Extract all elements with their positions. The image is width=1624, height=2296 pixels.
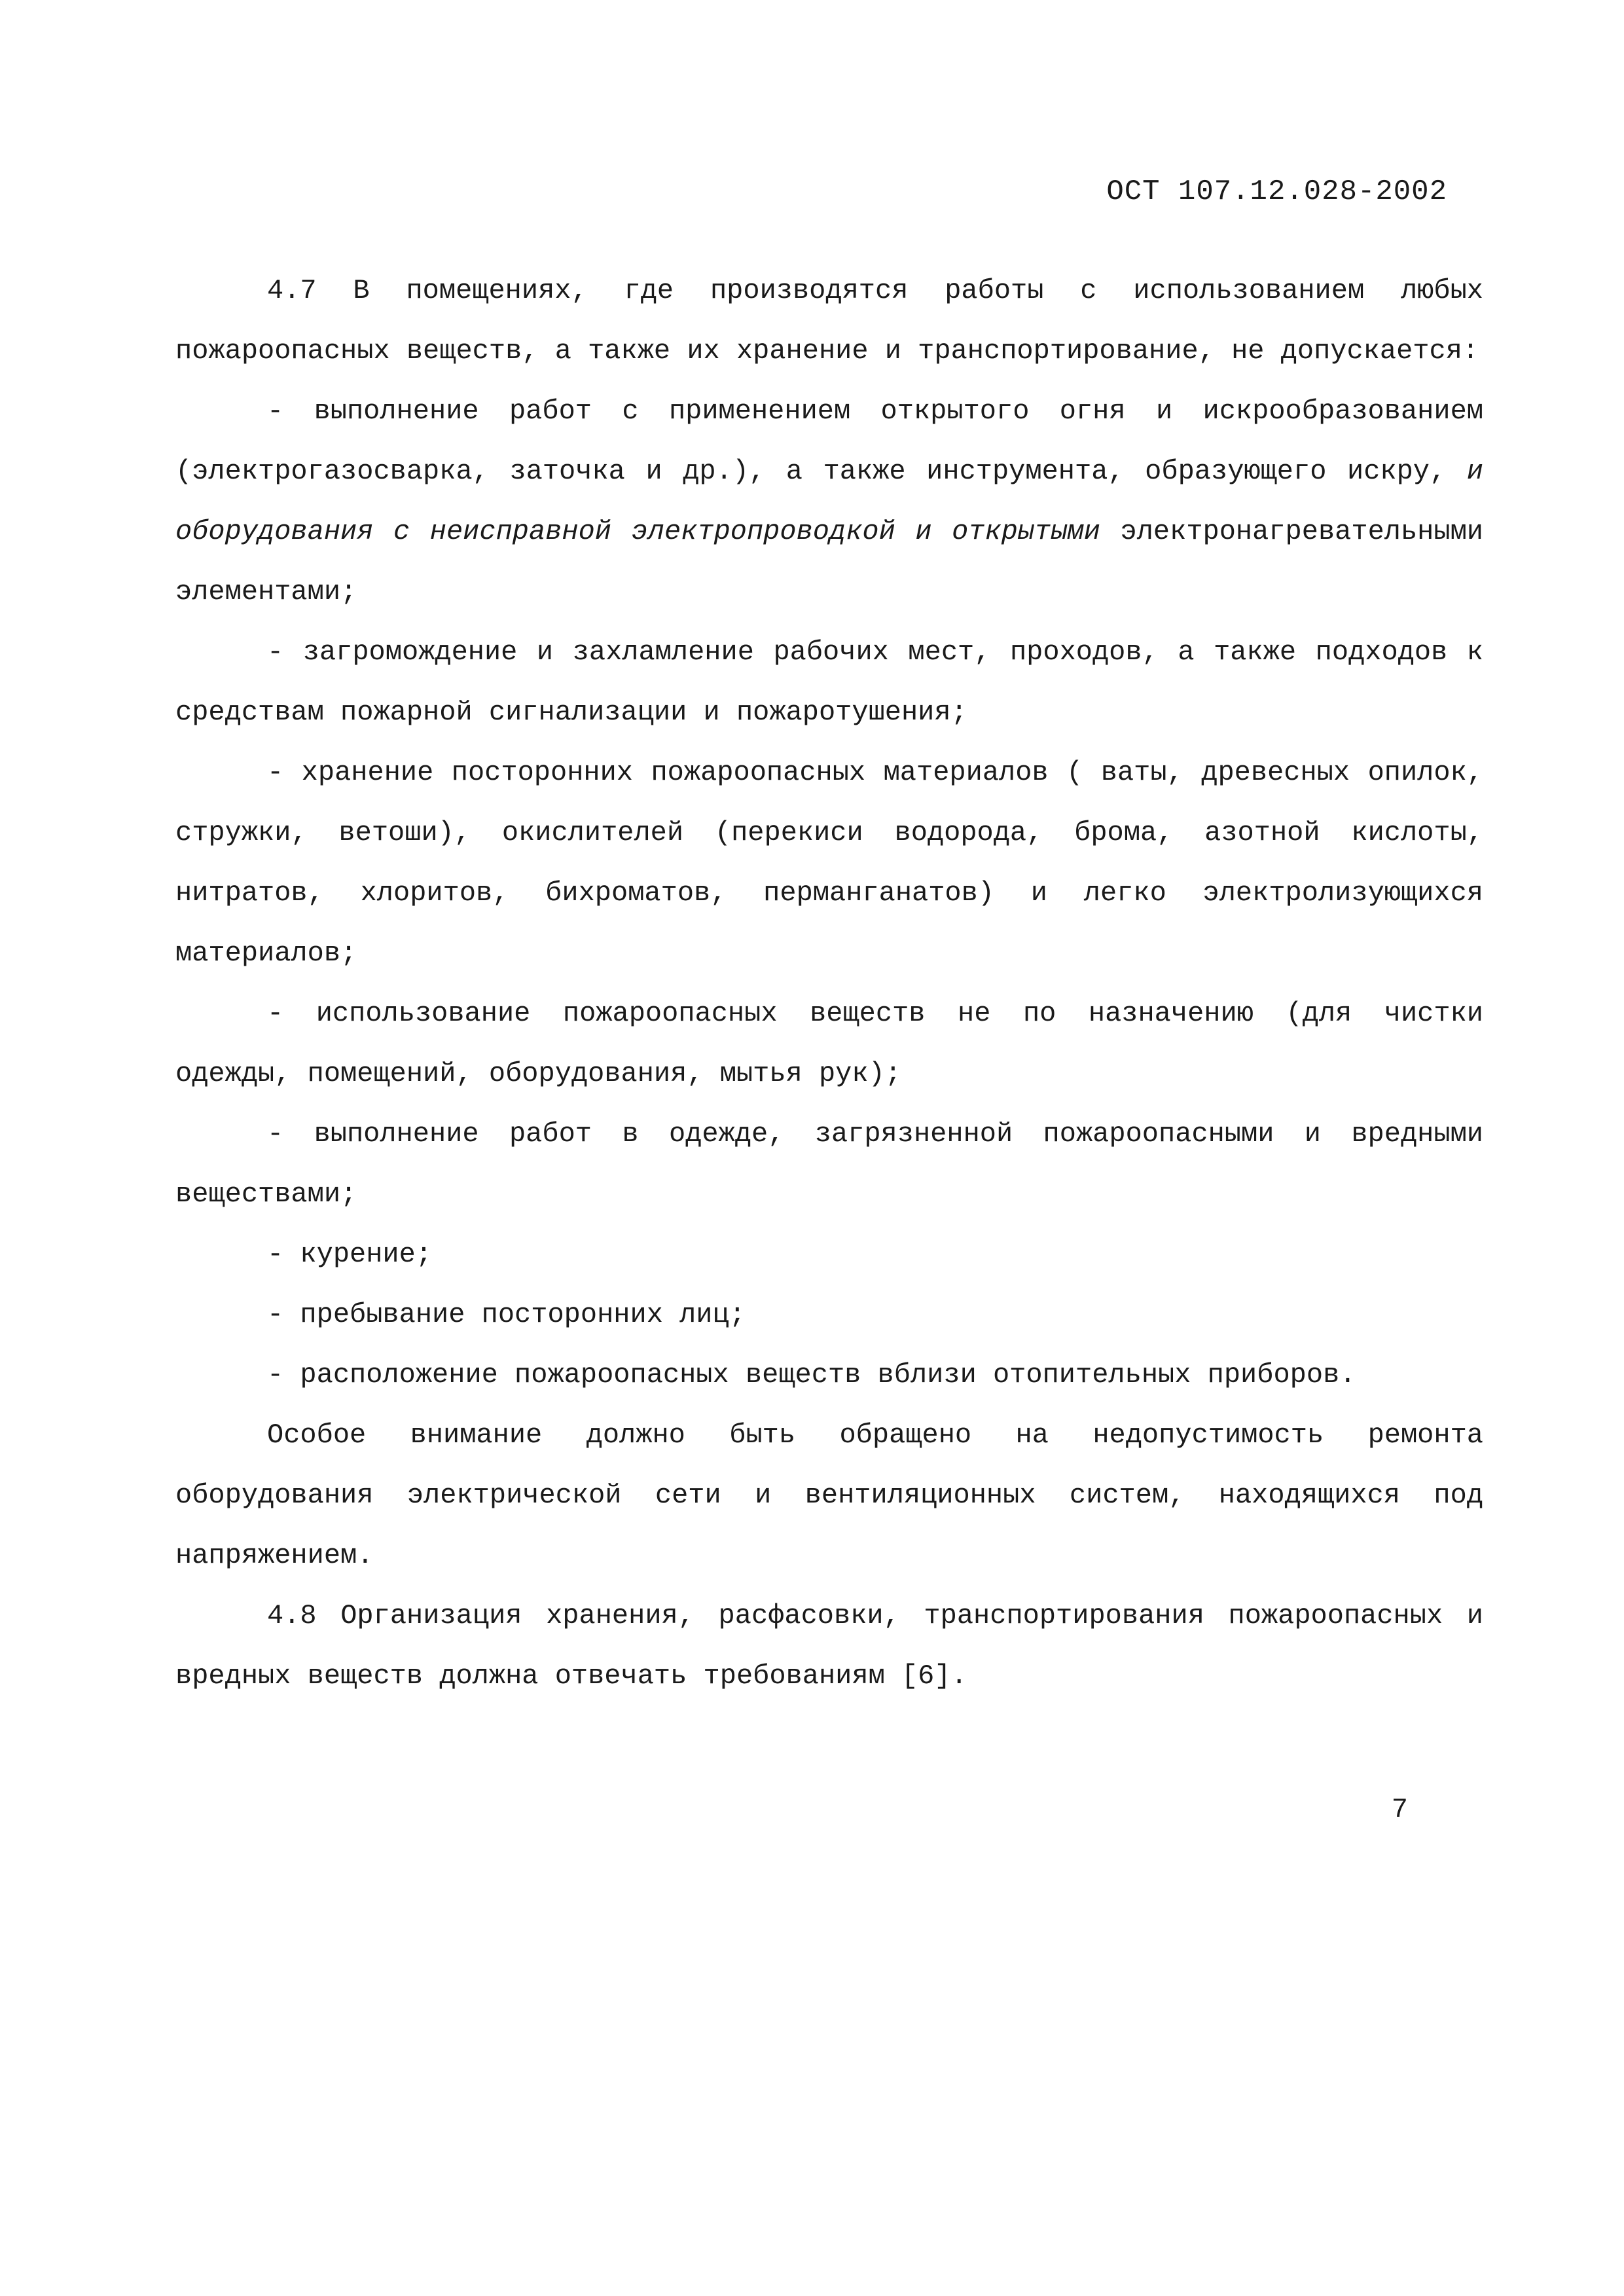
list-item-open-fire-italic: и оборудования с неисправной электропроводкой и открытыми: [175, 456, 1483, 547]
document-body: [175, 261, 1483, 1706]
list-item-open-fire-start: - выполнение работ с применением открытого огня и искрообразованием (электрогазосварка, заточка и др.), а также инструмента, образующего искру,: [175, 395, 1483, 487]
list-item-storage: - хранение посторонних пожароопасных материалов ( ваты, древесных опилок, стружки, ветоши), окислителей (перекиси водорода, брома, азотной кислоты, нитратов, хлоритов, бихроматов, перманганатов) и легко электролизующихся материалов;: [175, 757, 1483, 969]
list-item-open-fire-end: электронагревательными элементами;: [175, 516, 1483, 608]
document-code: ОСТ 107.12.028-2002: [1106, 175, 1447, 208]
paragraph-4-8: 4.8 Организация хранения, расфасовки, транспортирования пожароопасных и вредных веществ должна отвечать требованиям [6].: [175, 1600, 1483, 1692]
paragraph-special-attention: Особое внимание должно быть обращено на недопустимость ремонта оборудования электрической сети и вентиляционных систем, находящихся под напряжением.: [175, 1419, 1483, 1571]
list-item-smoking: - курение;: [267, 1239, 433, 1270]
list-item-clutter: - загромождение и захламление рабочих мест, проходов, а также подходов к средствам пожарной сигнализации и пожаротушения;: [175, 636, 1483, 728]
paragraph-4-7: 4.7 В помещениях, где производятся работы с использованием любых пожароопасных веществ, а также их хранение и транспортирование, не допускается:: [175, 275, 1483, 367]
list-item-open-fire: [175, 381, 1483, 622]
list-item-heaters: - расположение пожароопасных веществ вблизи отопительных приборов.: [267, 1359, 1356, 1391]
list-item-outsiders: - пребывание посторонних лиц;: [267, 1299, 746, 1330]
list-item-misuse: - использование пожароопасных веществ не по назначению (для чистки одежды, помещений, оборудования, мытья рук);: [175, 998, 1483, 1089]
list-item-contaminated-clothing: - выполнение работ в одежде, загрязненной пожароопасными и вредными веществами;: [175, 1118, 1483, 1210]
page-number: 7: [1391, 1794, 1408, 1825]
